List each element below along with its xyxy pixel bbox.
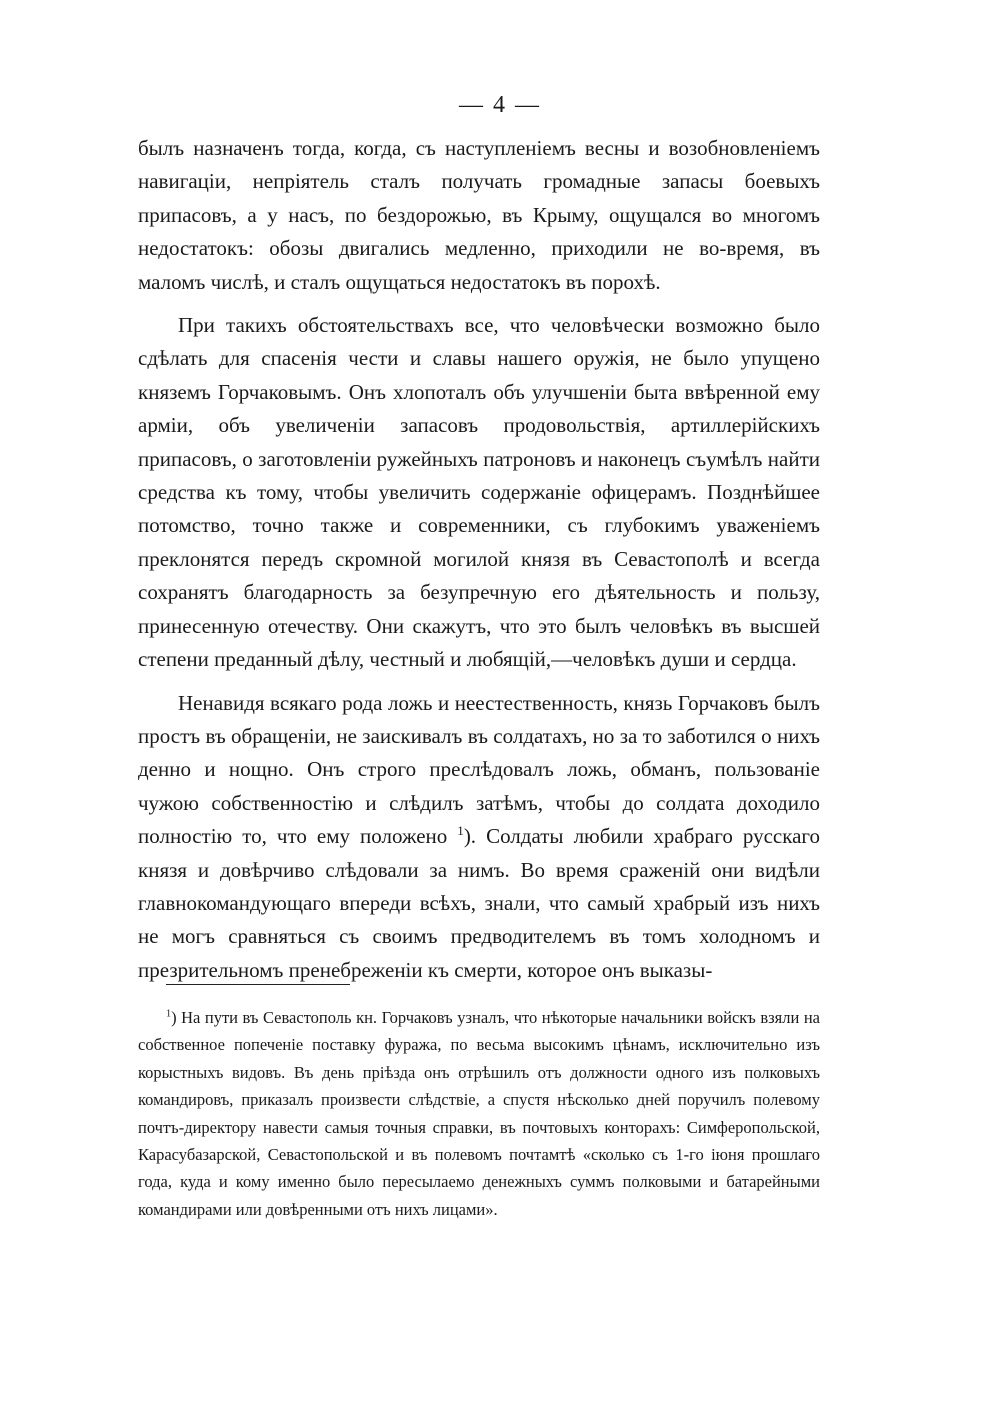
footnote <box>138 1004 820 1223</box>
paragraph-2: При такихъ обстоятельствахъ все, что человѣчески возможно было сдѣлать для спасенія чести и славы нашего оружія, не было упущено княземъ Горчаковымъ. Онъ хлопоталъ объ улучшеніи быта ввѣренной ему арміи, объ увеличеніи запасовъ продовольствія, артиллерійскихъ припасовъ, о заготовленіи ружейныхъ патроновъ и наконецъ съумѣлъ найти средства къ тому, чтобы увеличить содержаніе офицерамъ. Позднѣйшее потомство, точно также и современники, съ глубокимъ уваженіемъ преклонятся передъ скромной могилой князя въ Севастополѣ и всегда сохранятъ благодарность за безупречную его дѣятельность и пользу, принесенную отечеству. Они скажутъ, что это былъ человѣкъ въ высшей степени преданный дѣлу, честный и любящій,—человѣкъ души и сердца. <box>138 313 820 672</box>
footnote-marker: 1 <box>166 1008 172 1020</box>
paragraph-3-text-after-note: ). Солдаты любили храбраго русскаго князя и довѣрчиво слѣдовали за нимъ. Во время сраженій они видѣли главнокомандующаго впереди всѣхъ, знали, что самый храбрый изъ нихъ не могъ сравняться съ своимъ предводителемъ въ томъ холодномъ и презрительномъ пренебреженіи къ смерти, которое онъ выказы- <box>138 824 821 982</box>
footnote-reference[interactable]: 1 <box>457 823 464 839</box>
footnote-text: ) На пути въ Севастополь кн. Горчаковъ узналъ, что нѣкоторые начальники войскъ взяли на собственное попеченіе поставку фуража, по весьма высокимъ цѣнамъ, исключительно изъ корыстныхъ видовъ. Въ день пріѣзда онъ отрѣшилъ отъ должности одного изъ полковыхъ командировъ, приказалъ произвести слѣдствіе, а спустя нѣсколько дней поручилъ полевому почтъ-директору навести самыя точныя справки, въ почтовыхъ конторахъ: Симферопольской, Карасубазарской, Севастопольской и въ полевомъ почтамтѣ «сколько съ 1-го іюня прошлаго года, куда и кому именно было пересылаемо денежныхъ суммъ полковыми и батарейными командирами или довѣренными отъ нихъ лицами». <box>138 1008 820 1219</box>
paragraph-1: былъ назначенъ тогда, когда, съ наступленіемъ весны и возобновленіемъ навигаціи, непріятель сталъ получать громадные запасы боевыхъ припасовъ, а у насъ, по бездорожью, въ Крыму, ощущался во многомъ недостатокъ: обозы двигались медленно, приходили не во-время, въ маломъ числѣ, и сталъ ощущаться недостатокъ въ порохѣ. <box>138 136 820 294</box>
paragraph-3 <box>138 687 820 988</box>
footnote-divider <box>166 984 350 985</box>
main-text <box>138 132 820 997</box>
page-number: — 4 — <box>459 92 541 118</box>
paragraph-3-text-before-note: Ненавидя всякаго рода ложь и неестественность, князь Горчаковъ былъ простъ въ обращеніи, не заискивалъ въ солдатахъ, но за то заботился о нихъ денно и нощно. Онъ строго преслѣдовалъ ложь, обманъ, пользованіе чужою собственностію и слѣдилъ затѣмъ, чтобы до солдата доходило полностію то, что ему положено <box>138 690 820 849</box>
